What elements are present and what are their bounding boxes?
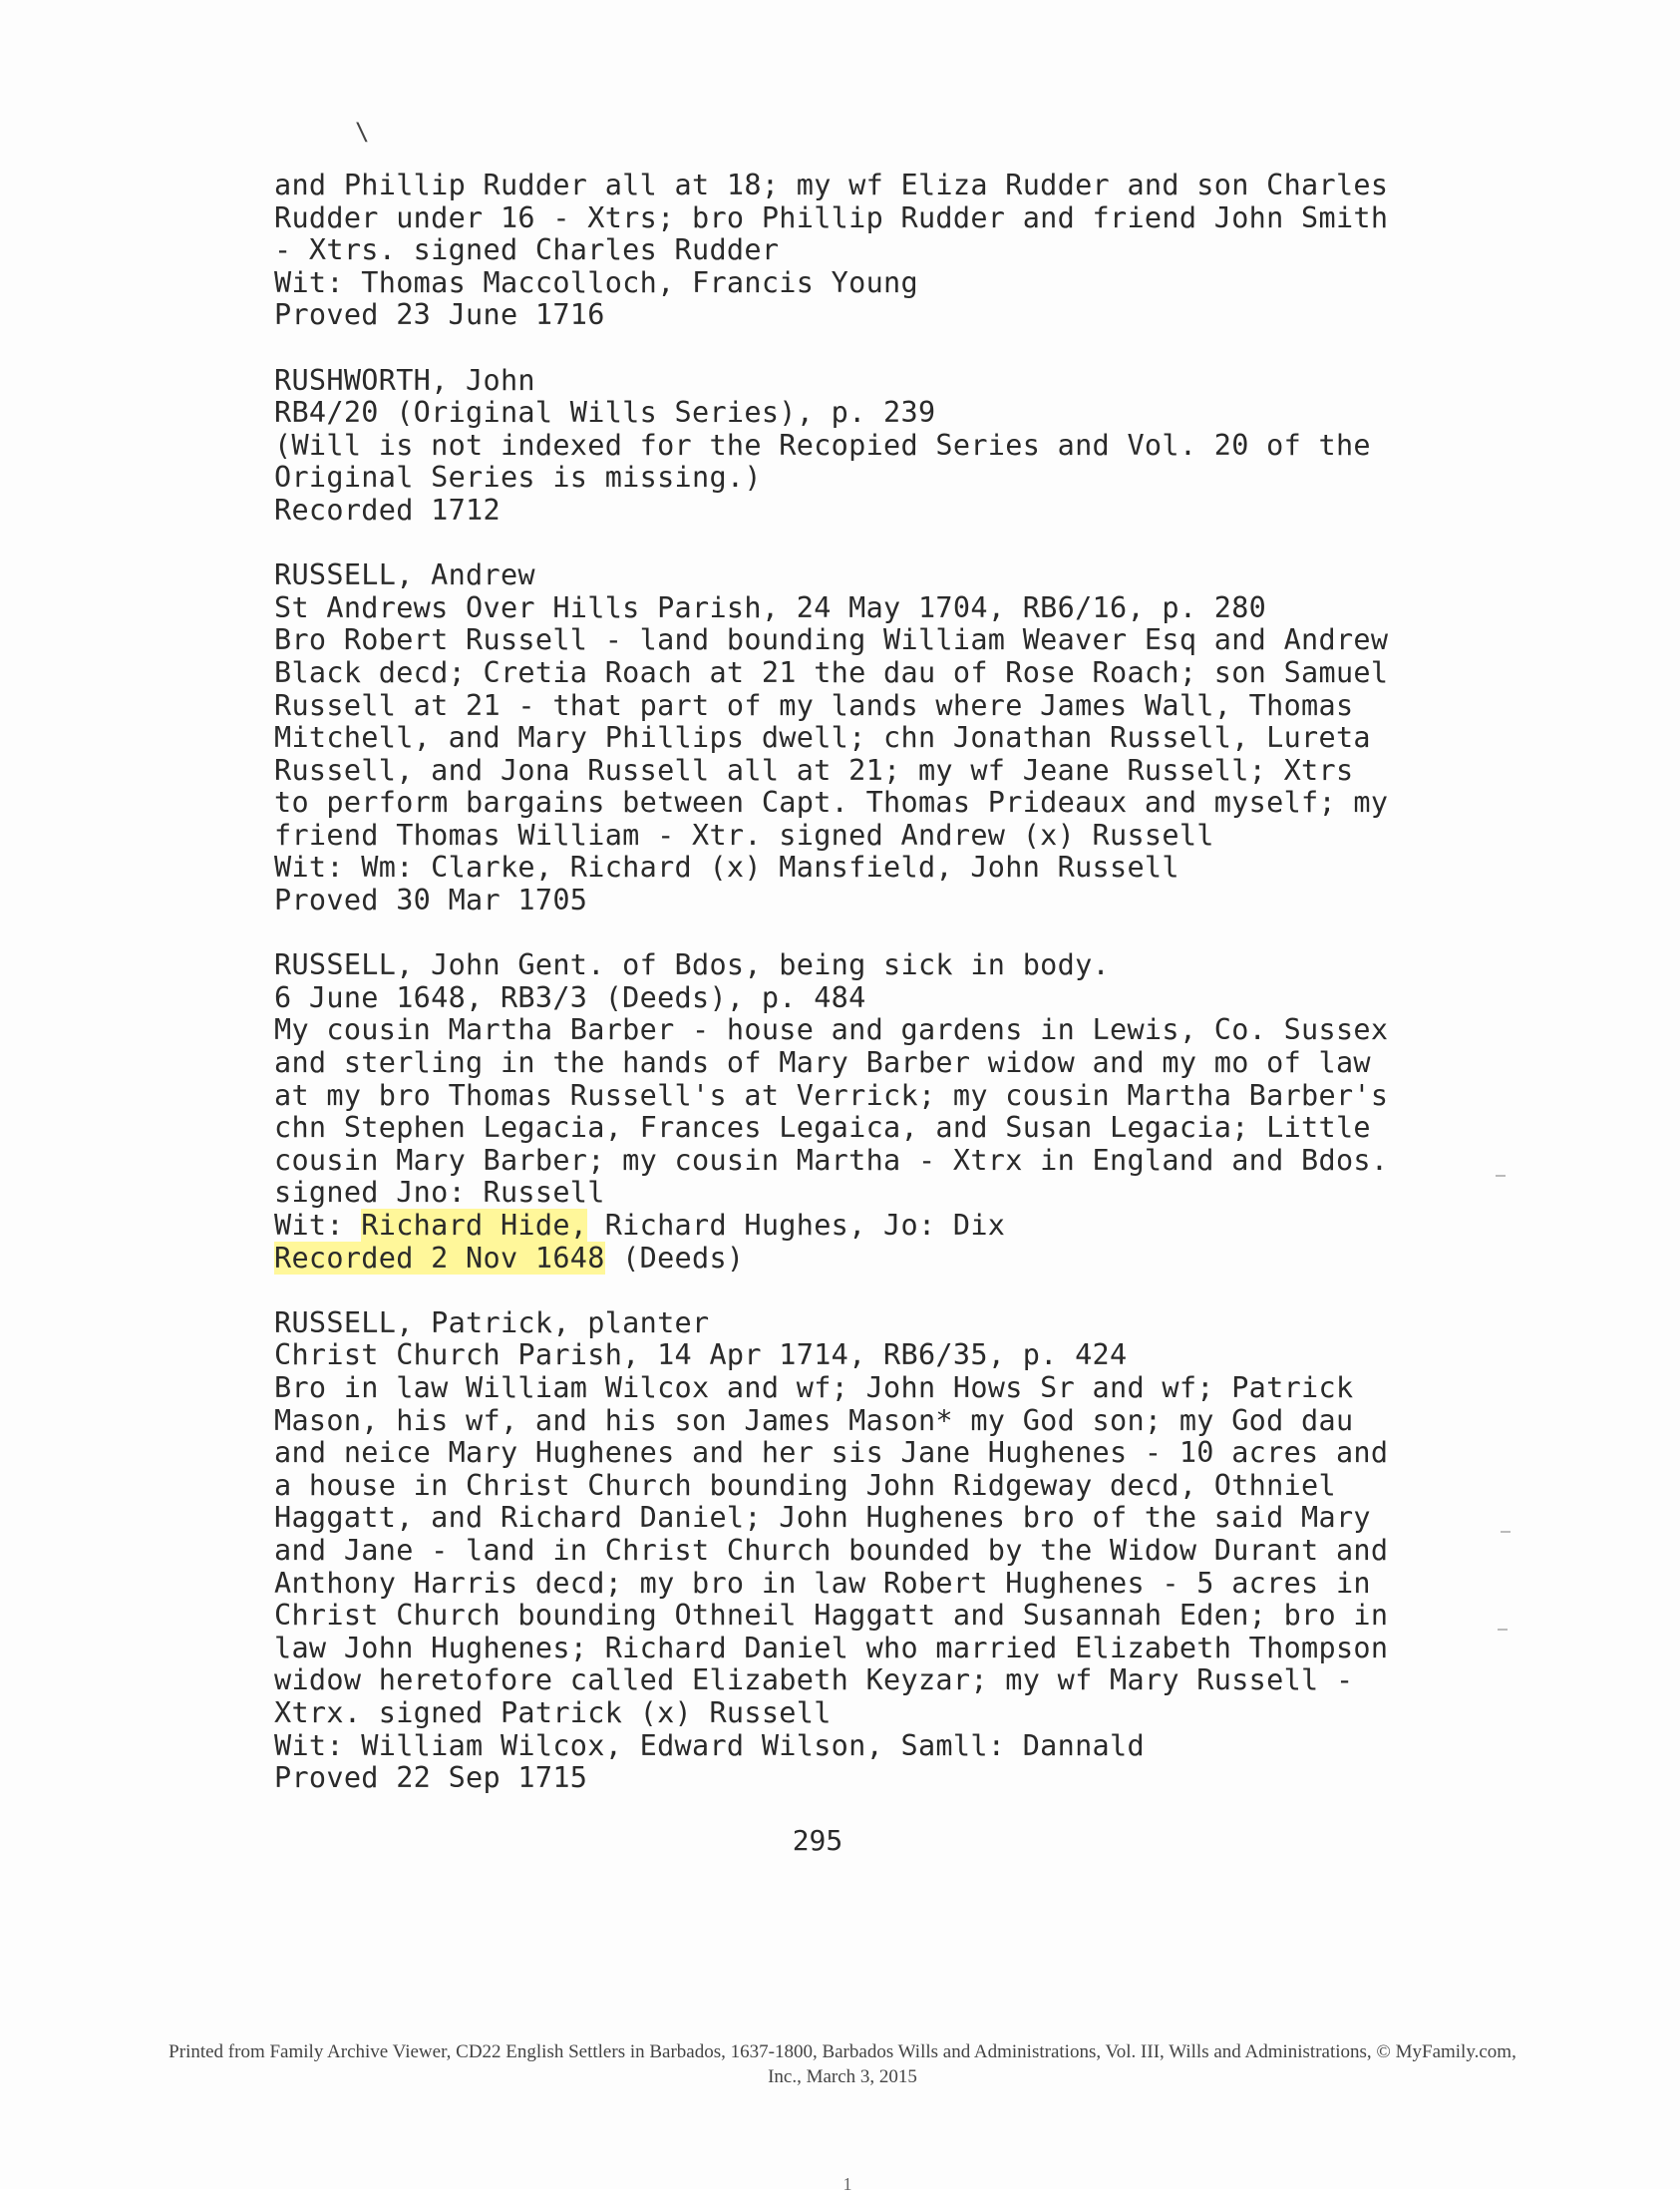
text-line: RB4/20 (Original Wills Series), p. 239: [274, 396, 936, 430]
text-line: St Andrews Over Hills Parish, 24 May 1704, RB6/16, p. 280: [274, 590, 1267, 624]
text-line: Recorded 1712: [274, 493, 501, 527]
entry-heading: RUSSELL, Andrew: [274, 558, 535, 592]
text-line: and sterling in the hands of Mary Barber widow and my mo of law: [274, 1046, 1371, 1080]
footer-line-1: Printed from Family Archive Viewer, CD22 English Settlers in Barbados, 1637-1800, Barbados Wills and Administrations, Vol. III, Wills and Administrations, © MyFamily.com,: [168, 2041, 1516, 2062]
text-line: Xtrx. signed Patrick (x) Russell: [274, 1695, 832, 1729]
text-line: friend Thomas William - Xtr. signed Andrew (x) Russell: [274, 818, 1214, 852]
entry-russell-john: [274, 948, 1389, 1275]
text-line: and Phillip Rudder all at 18; my wf Eliza Rudder and son Charles: [274, 169, 1389, 201]
text-line: Proved 22 Sep 1715: [274, 1761, 588, 1795]
page-number: 295: [792, 1824, 843, 1857]
text-line: law John Hughenes; Richard Daniel who married Elizabeth Thompson: [274, 1631, 1389, 1664]
text-line: chn Stephen Legacia, Frances Legaica, and Susan Legacia; Little: [274, 1111, 1371, 1145]
text-line: Anthony Harris decd; my bro in law Robert Hughenes - 5 acres in: [274, 1566, 1371, 1600]
text-line: Rudder under 16 - Xtrs; bro Phillip Rudder and friend John Smith: [274, 200, 1389, 234]
witness-rest: Richard Hughes, Jo: Dix: [587, 1209, 1006, 1242]
footer-page-number: 1: [842, 2174, 852, 2194]
footer-line-2: Inc., March 3, 2015: [768, 2066, 917, 2087]
entry-russell-patrick: [274, 1305, 1389, 1795]
text-line: - Xtrs. signed Charles Rudder: [274, 233, 780, 267]
text-line: (Will is not indexed for the Recopied Series and Vol. 20 of the: [274, 428, 1371, 462]
text-line: My cousin Martha Barber - house and gardens in Lewis, Co. Sussex: [274, 1013, 1389, 1047]
text-line: Mason, his wf, and his son James Mason* my God son; my God dau: [274, 1403, 1354, 1437]
text-line: Original Series is missing.): [274, 461, 762, 495]
text-line: Russell, and Jona Russell all at 21; my wf Jeane Russell; Xtrs: [274, 753, 1354, 787]
text-line: 6 June 1648, RB3/3 (Deeds), p. 484: [274, 980, 866, 1014]
text-line: Black decd; Cretia Roach at 21 the dau of Rose Roach; son Samuel: [274, 655, 1389, 689]
entry-heading: RUSSELL, John Gent. of Bdos, being sick in body.: [274, 948, 1111, 982]
text-line: and neice Mary Hughenes and her sis Jane Hughenes - 10 acres and: [274, 1436, 1389, 1470]
text-line: Christ Church bounding Othneil Haggatt and Susannah Eden; bro in: [274, 1599, 1389, 1633]
text-line: Bro in law William Wilcox and wf; John Hows Sr and wf; Patrick: [274, 1370, 1354, 1404]
entry-russell-andrew: [274, 558, 1389, 917]
scan-mark: \: [355, 118, 370, 146]
recorded-line: [274, 1243, 1381, 1276]
text-line: Wit: Thomas Maccolloch, Francis Young: [274, 265, 918, 299]
text-line: to perform bargains between Capt. Thomas Prideaux and myself; my: [274, 786, 1389, 820]
text-line: a house in Christ Church bounding John Ridgeway decd, Othniel: [274, 1468, 1336, 1502]
text-line: cousin Mary Barber; my cousin Martha - Xtrx in England and Bdos.: [274, 1143, 1389, 1177]
text-line: and Jane - land in Christ Church bounded by the Widow Durant and: [274, 1533, 1389, 1567]
highlighted-text: Richard Hide,: [361, 1209, 588, 1242]
text-line: Proved 30 Mar 1705: [274, 884, 588, 917]
recorded-rest: (Deeds): [604, 1241, 745, 1275]
entry-heading: RUSHWORTH, John: [274, 363, 535, 397]
highlighted-text: Recorded 2 Nov 1648: [274, 1241, 605, 1275]
entry-heading: RUSSELL, Patrick, planter: [274, 1305, 710, 1339]
text-line: Christ Church Parish, 14 Apr 1714, RB6/35, p. 424: [274, 1338, 1128, 1372]
text-line: Mitchell, and Mary Phillips dwell; chn Jonathan Russell, Lureta: [274, 721, 1371, 755]
text-line: Haggatt, and Richard Daniel; John Hughenes bro of the said Mary: [274, 1501, 1371, 1535]
text-line: Proved 23 June 1716: [274, 298, 605, 332]
text-line: Russell at 21 - that part of my lands where James Wall, Thomas: [274, 688, 1354, 722]
entry-rudder-continuation: [274, 169, 1389, 332]
margin-mark: [1498, 1629, 1508, 1631]
margin-mark: [1496, 1175, 1506, 1177]
witness-prefix: Wit:: [274, 1209, 362, 1242]
document-body: [274, 169, 1389, 1827]
text-line: Wit: Wm: Clarke, Richard (x) Mansfield, John Russell: [274, 851, 1179, 885]
text-line: Wit: William Wilcox, Edward Wilson, Samll: Dannald: [274, 1728, 1145, 1762]
print-footer: [40, 2039, 1645, 2089]
text-line: at my bro Thomas Russell's at Verrick; my cousin Martha Barber's: [274, 1078, 1389, 1112]
text-line: widow heretofore called Elizabeth Keyzar; my wf Mary Russell -: [274, 1663, 1354, 1697]
witness-line: [274, 1210, 1381, 1243]
entry-rushworth-john: [274, 365, 1381, 528]
text-line: Bro Robert Russell - land bounding William Weaver Esq and Andrew: [274, 623, 1389, 657]
text-line: signed Jno: Russell: [274, 1176, 605, 1210]
margin-mark: [1501, 1531, 1511, 1533]
